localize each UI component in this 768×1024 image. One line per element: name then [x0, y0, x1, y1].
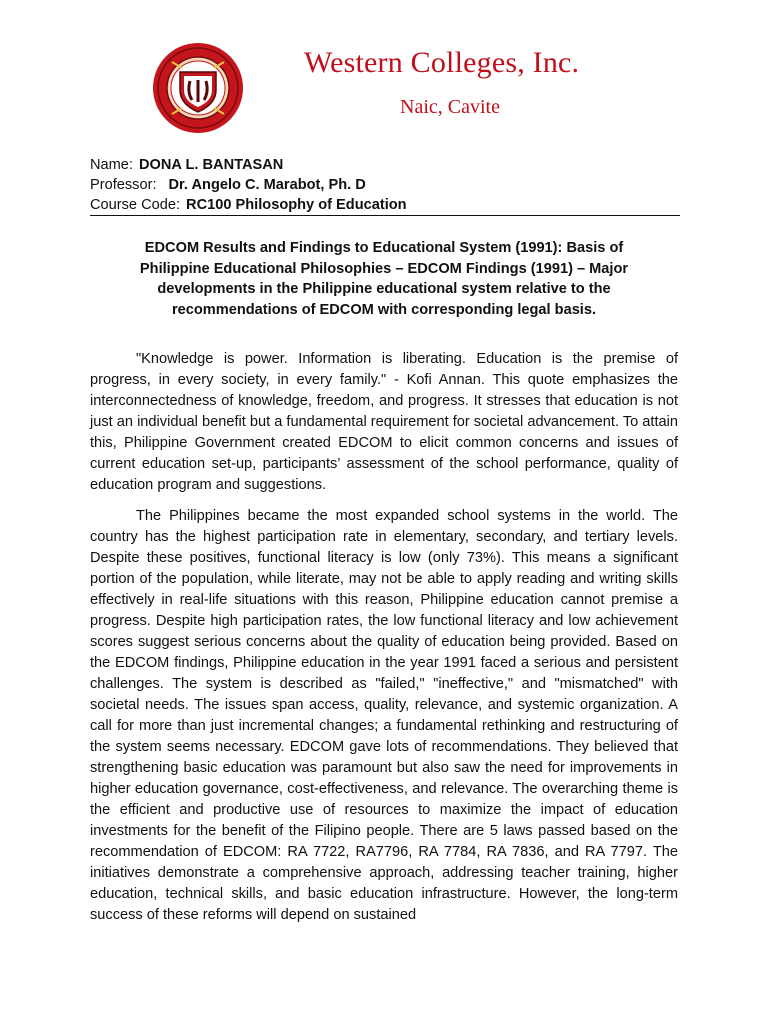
essay-body [90, 349, 678, 936]
course-row [90, 195, 680, 216]
professor-value: Dr. Angelo C. Marabot, Ph. D [168, 177, 366, 193]
course-value: RC100 Philosophy of Education [186, 197, 407, 213]
school-location: Naic, Cavite [400, 96, 500, 118]
name-label: Name: [90, 157, 133, 173]
school-name: Western Colleges, Inc. [304, 46, 580, 79]
name-value: DONA L. BANTASAN [138, 157, 284, 173]
name-row [90, 155, 680, 175]
professor-row [90, 175, 680, 195]
student-info [90, 155, 680, 216]
letterhead [0, 0, 768, 150]
essay-title: EDCOM Results and Findings to Educational System (1991): Basis of Philippine Educational Philosophies – EDCOM Findings (1991) – Major developments in the Philippine educational system relative to the recommendations of EDCOM with corresponding legal basis. [139, 240, 629, 318]
paragraph: "Knowledge is power. Information is liberating. Education is the premise of progress, in every society, in every family." - Kofi Annan. This quote emphasizes the interconnectedness of knowledge, freedom, and progress. It stresses that education is not just an individual benefit but a fundamental requirement for societal advancement. To attain this, Philippine Government created EDCOM to elicit common concerns and issues of current education set-up, participants’ assessment of the school performance, quality of education program and suggestions. [90, 351, 678, 493]
professor-label: Professor: [90, 177, 157, 193]
school-seal-icon [152, 42, 244, 134]
paragraph: The Philippines became the most expanded school systems in the world. The country has the highest participation rate in elementary, secondary, and tertiary levels. Despite these positives, functional literacy is low (only 73%). This means a significant portion of the population, while literate, may not be able to apply reading and writing skills effectively in real-life situations with this reason, Philippine education cannot premise a progress. Despite high participation rates, the low functional literacy and low achievement scores suggest serious concerns about the quality of education being provided. Based on the EDCOM findings, Philippine education in the year 1991 faced a serious and persistent challenges. The system is described as "failed," "ineffective," and "mismatched" with societal needs. The issues span access, quality, relevance, and systemic organization. A call for more than just incremental changes; a fundamental rethinking and restructuring of the system seems necessary. EDCOM gave lots of recommendations. They believed that strengthening basic education was paramount but also saw the need for improvements in higher education governance, cost-effectiveness, and relevance. The overarching theme is the efficient and productive use of resources to maximize the impact of education investments for the benefit of the Filipino people. There are 5 laws passed based on the recommendation of EDCOM: RA 7722, RA7796, RA 7784, RA 7836, and RA 7797. The initiatives demonstrate a comprehensive approach, addressing teacher training, higher education, technical skills, and basic education infrastructure. However, the long-term success of these reforms will depend on sustained [90, 508, 678, 923]
course-label: Course Code: [90, 197, 181, 213]
